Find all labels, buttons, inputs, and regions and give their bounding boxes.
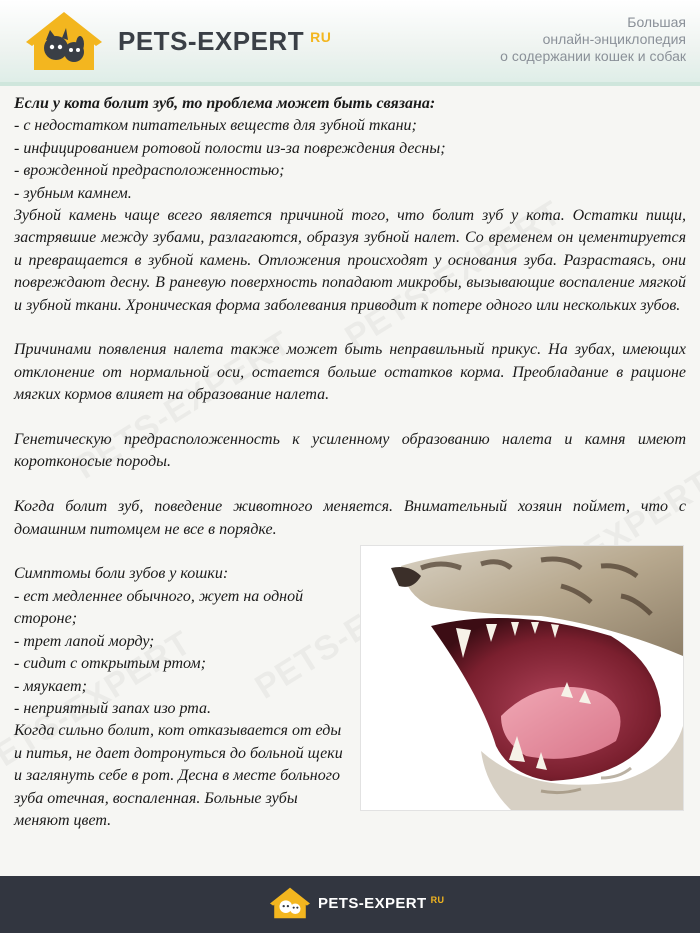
cause-item: - инфицированием ротовой полости из-за повреждения десны; <box>14 139 446 157</box>
paragraph-tartar: Зубной камень чаще всего является причиной того, что болит зуб у кота. Остатки пищи, застрявшие между зубами, разлагаются, образуя зубной налет. Со временем он цементируется и превращается в зубной камень. Отложения происходят у основания зуба. Разрастаясь, они повреждают десну. В раневую поверхность попадают микробы, вызывающие воспаление мягкой и зубной ткани. Хроническая форма заболевания приводит к потере одного или нескольких зубов. <box>14 207 686 314</box>
cat-open-mouth-image <box>361 546 683 810</box>
cat-mouth-photo <box>360 545 684 811</box>
cause-item: - с недостатком питательных веществ для зубной ткани; <box>14 117 417 135</box>
tagline-line: онлайн-энциклопедия <box>542 31 686 47</box>
paragraph-genetics: Генетическую предрасположенность к усиленному образованию налета и камня имеют коротконосые породы. <box>14 431 686 471</box>
site-header <box>0 0 700 86</box>
tagline-line: о содержании кошек и собак <box>500 48 686 64</box>
cause-item: - зубным камнем. <box>14 184 132 202</box>
symptom-item: - сидит с открытым ртом; <box>14 655 206 673</box>
footer-brand-suffix: RU <box>430 895 445 905</box>
symptom-item: - неприятный запах изо рта. <box>14 699 212 717</box>
site-tagline <box>426 14 686 65</box>
paragraph-severe-pain: Когда сильно болит, кот отказывается от еды и питья, не дает дотронуться до больной щеки и заглянуть себе в рот. Десна в месте больного зуба отечная, воспаленная. Больные зубы меняют цвет. <box>14 722 343 829</box>
pets-expert-logo-icon[interactable] <box>26 12 102 74</box>
symptom-item: - мяукает; <box>14 677 87 695</box>
cause-item: - врожденной предрасположенностью; <box>14 162 285 180</box>
brand-suffix: RU <box>310 29 332 45</box>
symptoms-title: Симптомы боли зубов у кошки: <box>14 565 229 583</box>
footer-brand[interactable] <box>318 895 444 912</box>
paragraph-bite: Причинами появления налета также может быть неправильный прикус. На зубах, имеющих отклонение от нормальной оси, остается больше остатков корма. Преобладание в рационе мягких кормов влияет на образование налета. <box>14 341 686 404</box>
symptom-item: - трет лапой морду; <box>14 632 155 650</box>
footer-brand-text: PETS-EXPERT <box>318 895 427 912</box>
article-lead: Если у кота болит зуб, то проблема может быть связана: <box>14 95 436 112</box>
site-footer <box>0 876 700 933</box>
brand-text: PETS-EXPERT <box>118 26 305 56</box>
tagline-line: Большая <box>627 14 686 30</box>
symptom-item: - ест медленнее обычного, жует на одной стороне; <box>14 587 304 628</box>
brand-name[interactable] <box>118 26 331 57</box>
footer-logo-icon[interactable] <box>270 887 310 921</box>
paragraph-behavior: Когда болит зуб, поведение животного меняется. Внимательный хозяин поймет, что с домашним питомцем не все в порядке. <box>14 498 686 538</box>
